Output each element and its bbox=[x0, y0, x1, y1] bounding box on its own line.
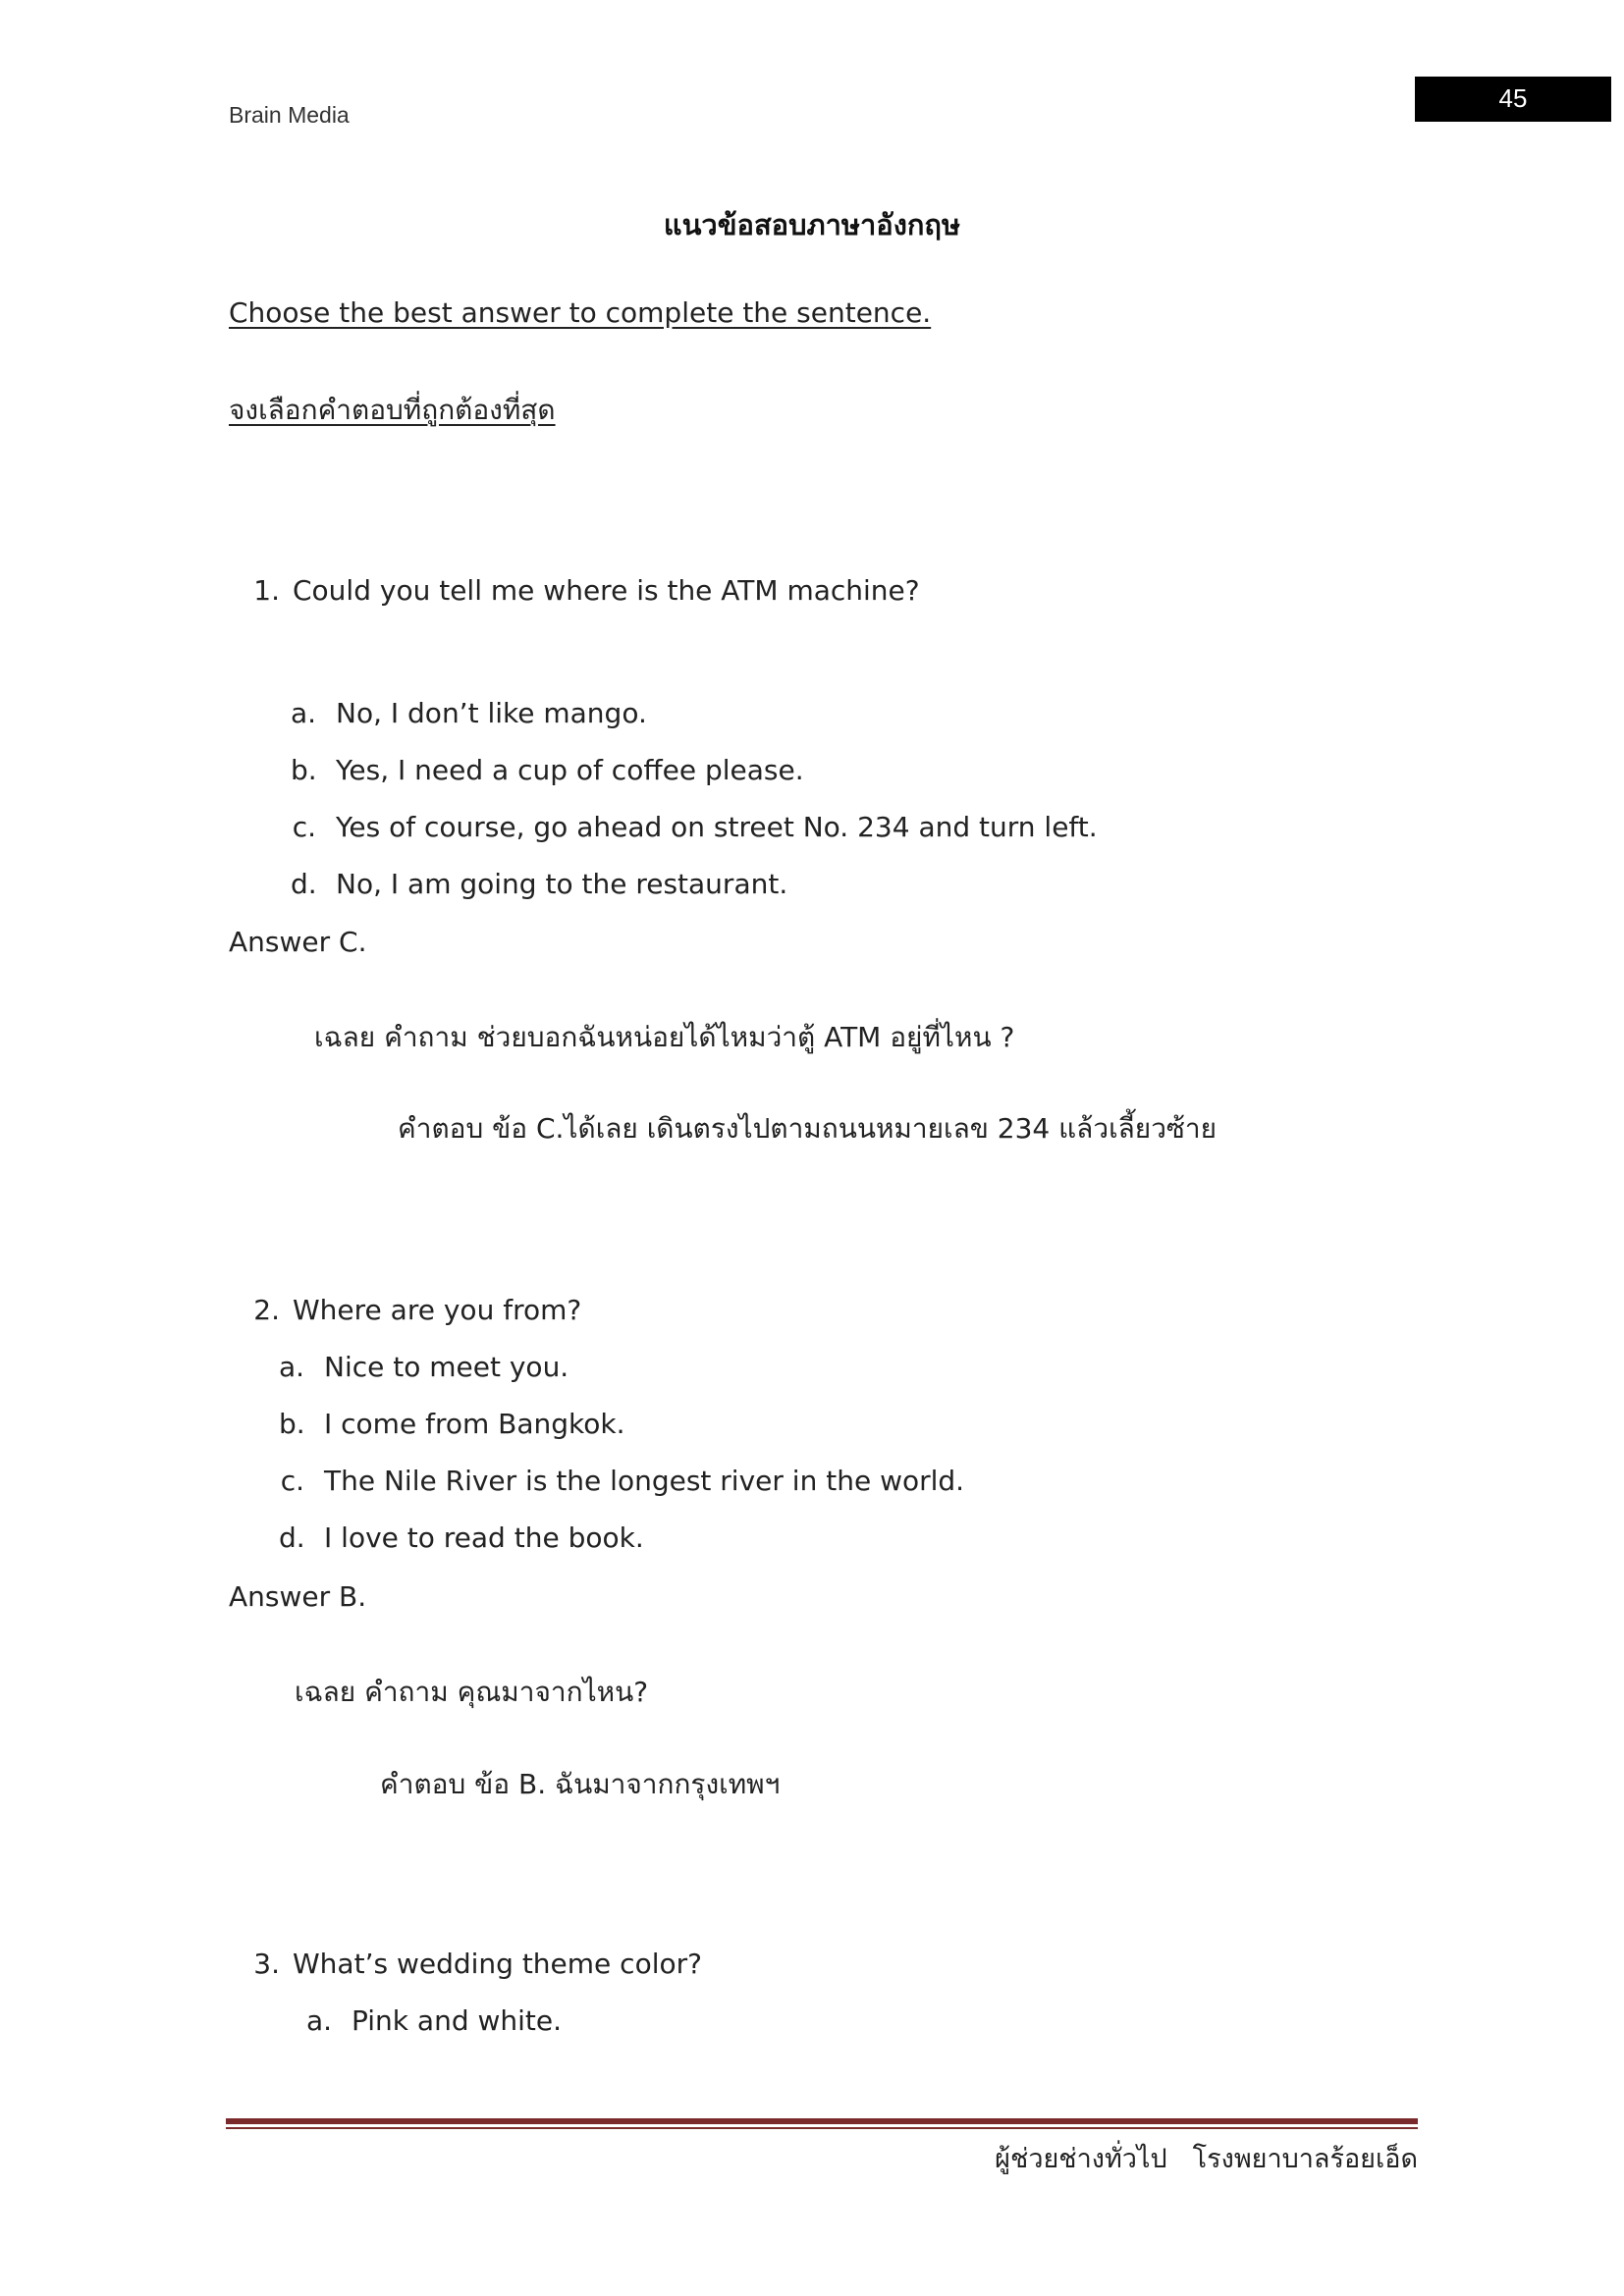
option-1c bbox=[291, 811, 1371, 846]
option-letter: d. bbox=[279, 1522, 305, 1554]
option-1d bbox=[291, 868, 1371, 903]
option-text: Yes of course, go ahead on street No. 234 and turn left. bbox=[336, 811, 1098, 843]
question-number: 2. bbox=[253, 1294, 280, 1326]
option-2c bbox=[279, 1465, 1359, 1500]
option-3a bbox=[306, 2004, 1386, 2040]
question-text: Could you tell me where is the ATM machine? bbox=[293, 574, 920, 607]
thai-question-2: เฉลย คำถาม คุณมาจากไหน? bbox=[295, 1676, 649, 1708]
instruction-thai: จงเลือกคำตอบที่ถูกต้องที่สุด bbox=[229, 394, 556, 426]
option-letter: b. bbox=[291, 754, 317, 786]
option-text: The Nile River is the longest river in the world. bbox=[324, 1465, 965, 1497]
question-number: 1. bbox=[253, 574, 280, 607]
page-title: แนวข้อสอบภาษาอังกฤษ bbox=[663, 208, 961, 241]
option-2d bbox=[279, 1522, 1359, 1557]
instruction-english: Choose the best answer to complete the sentence. bbox=[229, 296, 932, 329]
option-text: No, I don’t like mango. bbox=[336, 697, 647, 729]
option-2b bbox=[279, 1408, 1359, 1443]
footer-hospital: โรงพยาบาลร้อยเอ็ด bbox=[1192, 2144, 1418, 2174]
option-text: Nice to meet you. bbox=[324, 1351, 569, 1383]
footer bbox=[995, 2137, 1418, 2179]
option-text: Yes, I need a cup of coffee please. bbox=[336, 754, 804, 786]
header-brand: Brain Media bbox=[229, 102, 350, 128]
question-text: What’s wedding theme color? bbox=[293, 1948, 702, 1980]
question-3 bbox=[241, 1948, 1321, 1983]
option-letter: a. bbox=[306, 2004, 333, 2037]
page-number-badge bbox=[1415, 77, 1611, 122]
footer-divider-thick bbox=[226, 2118, 1418, 2124]
question-number: 3. bbox=[253, 1948, 280, 1980]
option-letter: d. bbox=[291, 868, 317, 900]
option-letter: a. bbox=[279, 1351, 305, 1383]
option-text: I love to read the book. bbox=[324, 1522, 644, 1554]
option-1a bbox=[291, 697, 1371, 732]
question-text: Where are you from? bbox=[293, 1294, 582, 1326]
footer-divider-thin bbox=[226, 2127, 1418, 2129]
thai-answer-2: คำตอบ ข้อ B. ฉันมาจากกรุงเทพฯ bbox=[380, 1768, 781, 1800]
thai-answer-1: คำตอบ ข้อ C.ได้เลย เดินตรงไปตามถนนหมายเลข 234 แล้วเลี้ยวซ้าย bbox=[398, 1112, 1218, 1145]
option-letter: c. bbox=[292, 811, 316, 843]
answer-2: Answer B. bbox=[229, 1580, 367, 1613]
footer-position: ผู้ช่วยช่างทั่วไป bbox=[995, 2144, 1167, 2174]
option-2a bbox=[279, 1351, 1359, 1386]
option-text: I come from Bangkok. bbox=[324, 1408, 625, 1440]
option-letter: a. bbox=[291, 697, 317, 729]
option-text: No, I am going to the restaurant. bbox=[336, 868, 788, 900]
answer-1: Answer C. bbox=[229, 926, 367, 958]
option-text: Pink and white. bbox=[352, 2004, 563, 2037]
option-letter: c. bbox=[280, 1465, 304, 1497]
option-letter: b. bbox=[279, 1408, 305, 1440]
page-number: 45 bbox=[1498, 83, 1528, 113]
question-2 bbox=[241, 1294, 1321, 1329]
question-1 bbox=[241, 574, 1321, 610]
thai-question-1: เฉลย คำถาม ช่วยบอกฉันหน่อยได้ไหมว่าตู้ ATM อยู่ที่ไหน ? bbox=[314, 1021, 1015, 1053]
option-1b bbox=[291, 754, 1371, 789]
